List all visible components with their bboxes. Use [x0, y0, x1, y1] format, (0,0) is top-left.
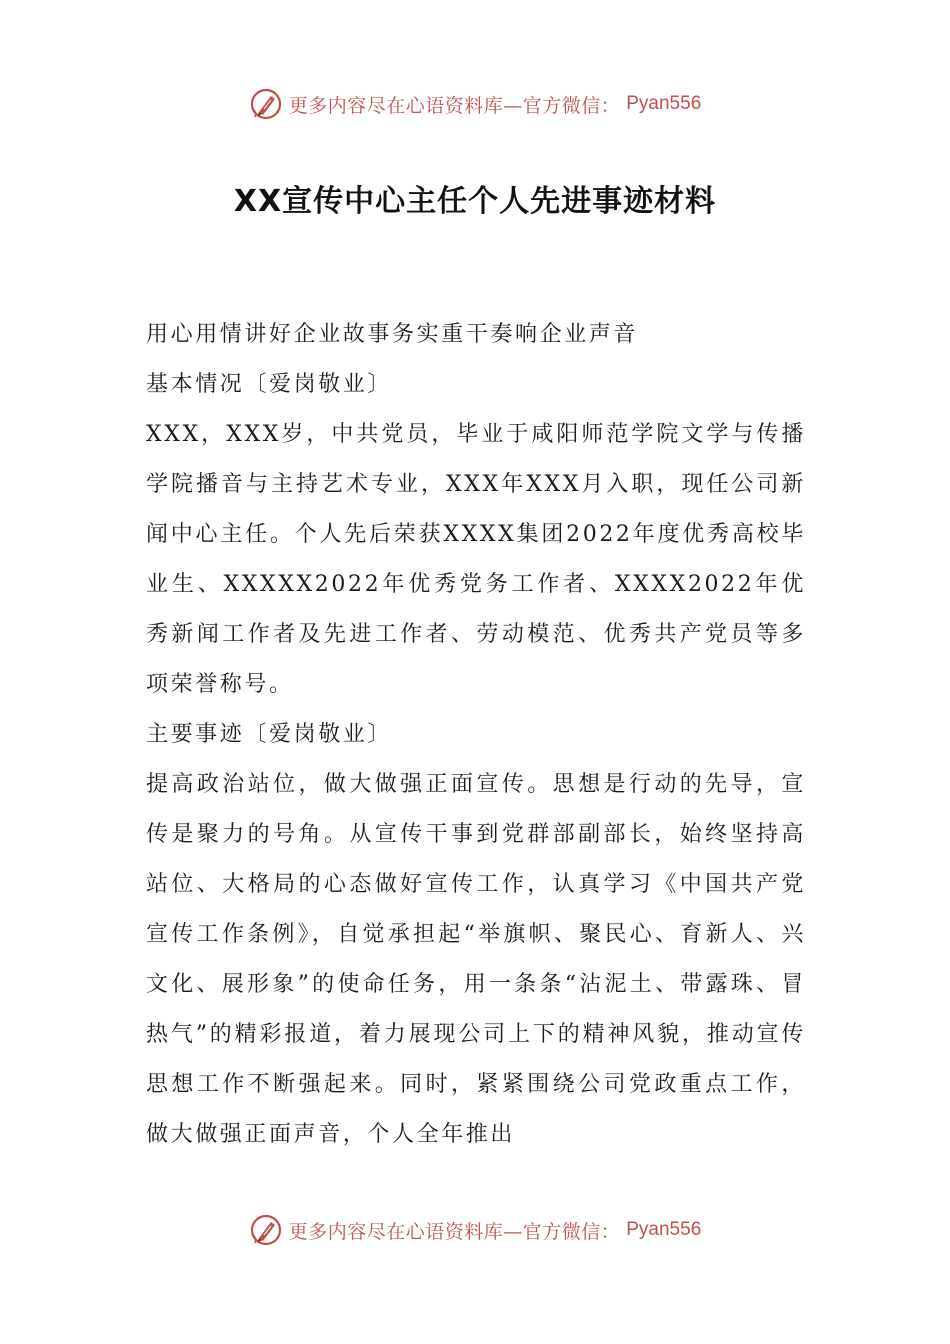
- document-title: XX宣传中心主任个人先进事迹材料: [233, 184, 717, 219]
- basic-info-paragraph: XXX，XXX岁，中共党员，毕业于咸阳师范学院文学与传播学院播音与主持艺术专业，XXX年XXX月入职，现任公司新闻中心主任。个人先后荣获XXXX集团2022年度优秀高校毕业生、XXXXX2022年优秀党务工作者、XXXX2022年优秀新闻工作者及先进工作者、劳动模范、优秀共产党员等多项荣誉称号。: [146, 422, 806, 697]
- pen-nib-logo-icon: [249, 87, 283, 121]
- section-heading-main-deeds: 主要事迹〔爱岗敬业〕: [146, 722, 393, 747]
- section-heading-basic-info: 基本情况〔爱岗敬业〕: [146, 372, 393, 397]
- header-banner: [0, 82, 950, 126]
- header-banner-handle: Pyan556: [626, 93, 702, 114]
- footer-banner-text: 更多内容尽在心语资料库—官方微信：: [288, 1220, 621, 1243]
- document-body: [146, 310, 806, 1160]
- subtitle-paragraph: 用心用情讲好企业故事务实重干奏响企业声音: [146, 322, 639, 347]
- header-banner-text: 更多内容尽在心语资料库—官方微信：: [288, 94, 621, 117]
- footer-banner: [0, 1208, 950, 1252]
- footer-banner-handle: Pyan556: [626, 1219, 702, 1240]
- pen-nib-logo-icon: [249, 1213, 283, 1247]
- main-deeds-paragraph: 提高政治站位，做大做强正面宣传。思想是行动的先导，宣传是聚力的号角。从宣传干事到党群部副部长，始终坚持高站位、大格局的心态做好宣传工作，认真学习《中国共产党宣传工作条例》，自觉承担起“举旗帜、聚民心、育新人、兴文化、展形象”的使命任务，用一条条“沾泥土、带露珠、冒热气”的精彩报道，着力展现公司上下的精神风貌，推动宣传思想工作不断强起来。同时，紧紧围绕公司党政重点工作，做大做强正面声音，个人全年推出: [146, 772, 806, 1147]
